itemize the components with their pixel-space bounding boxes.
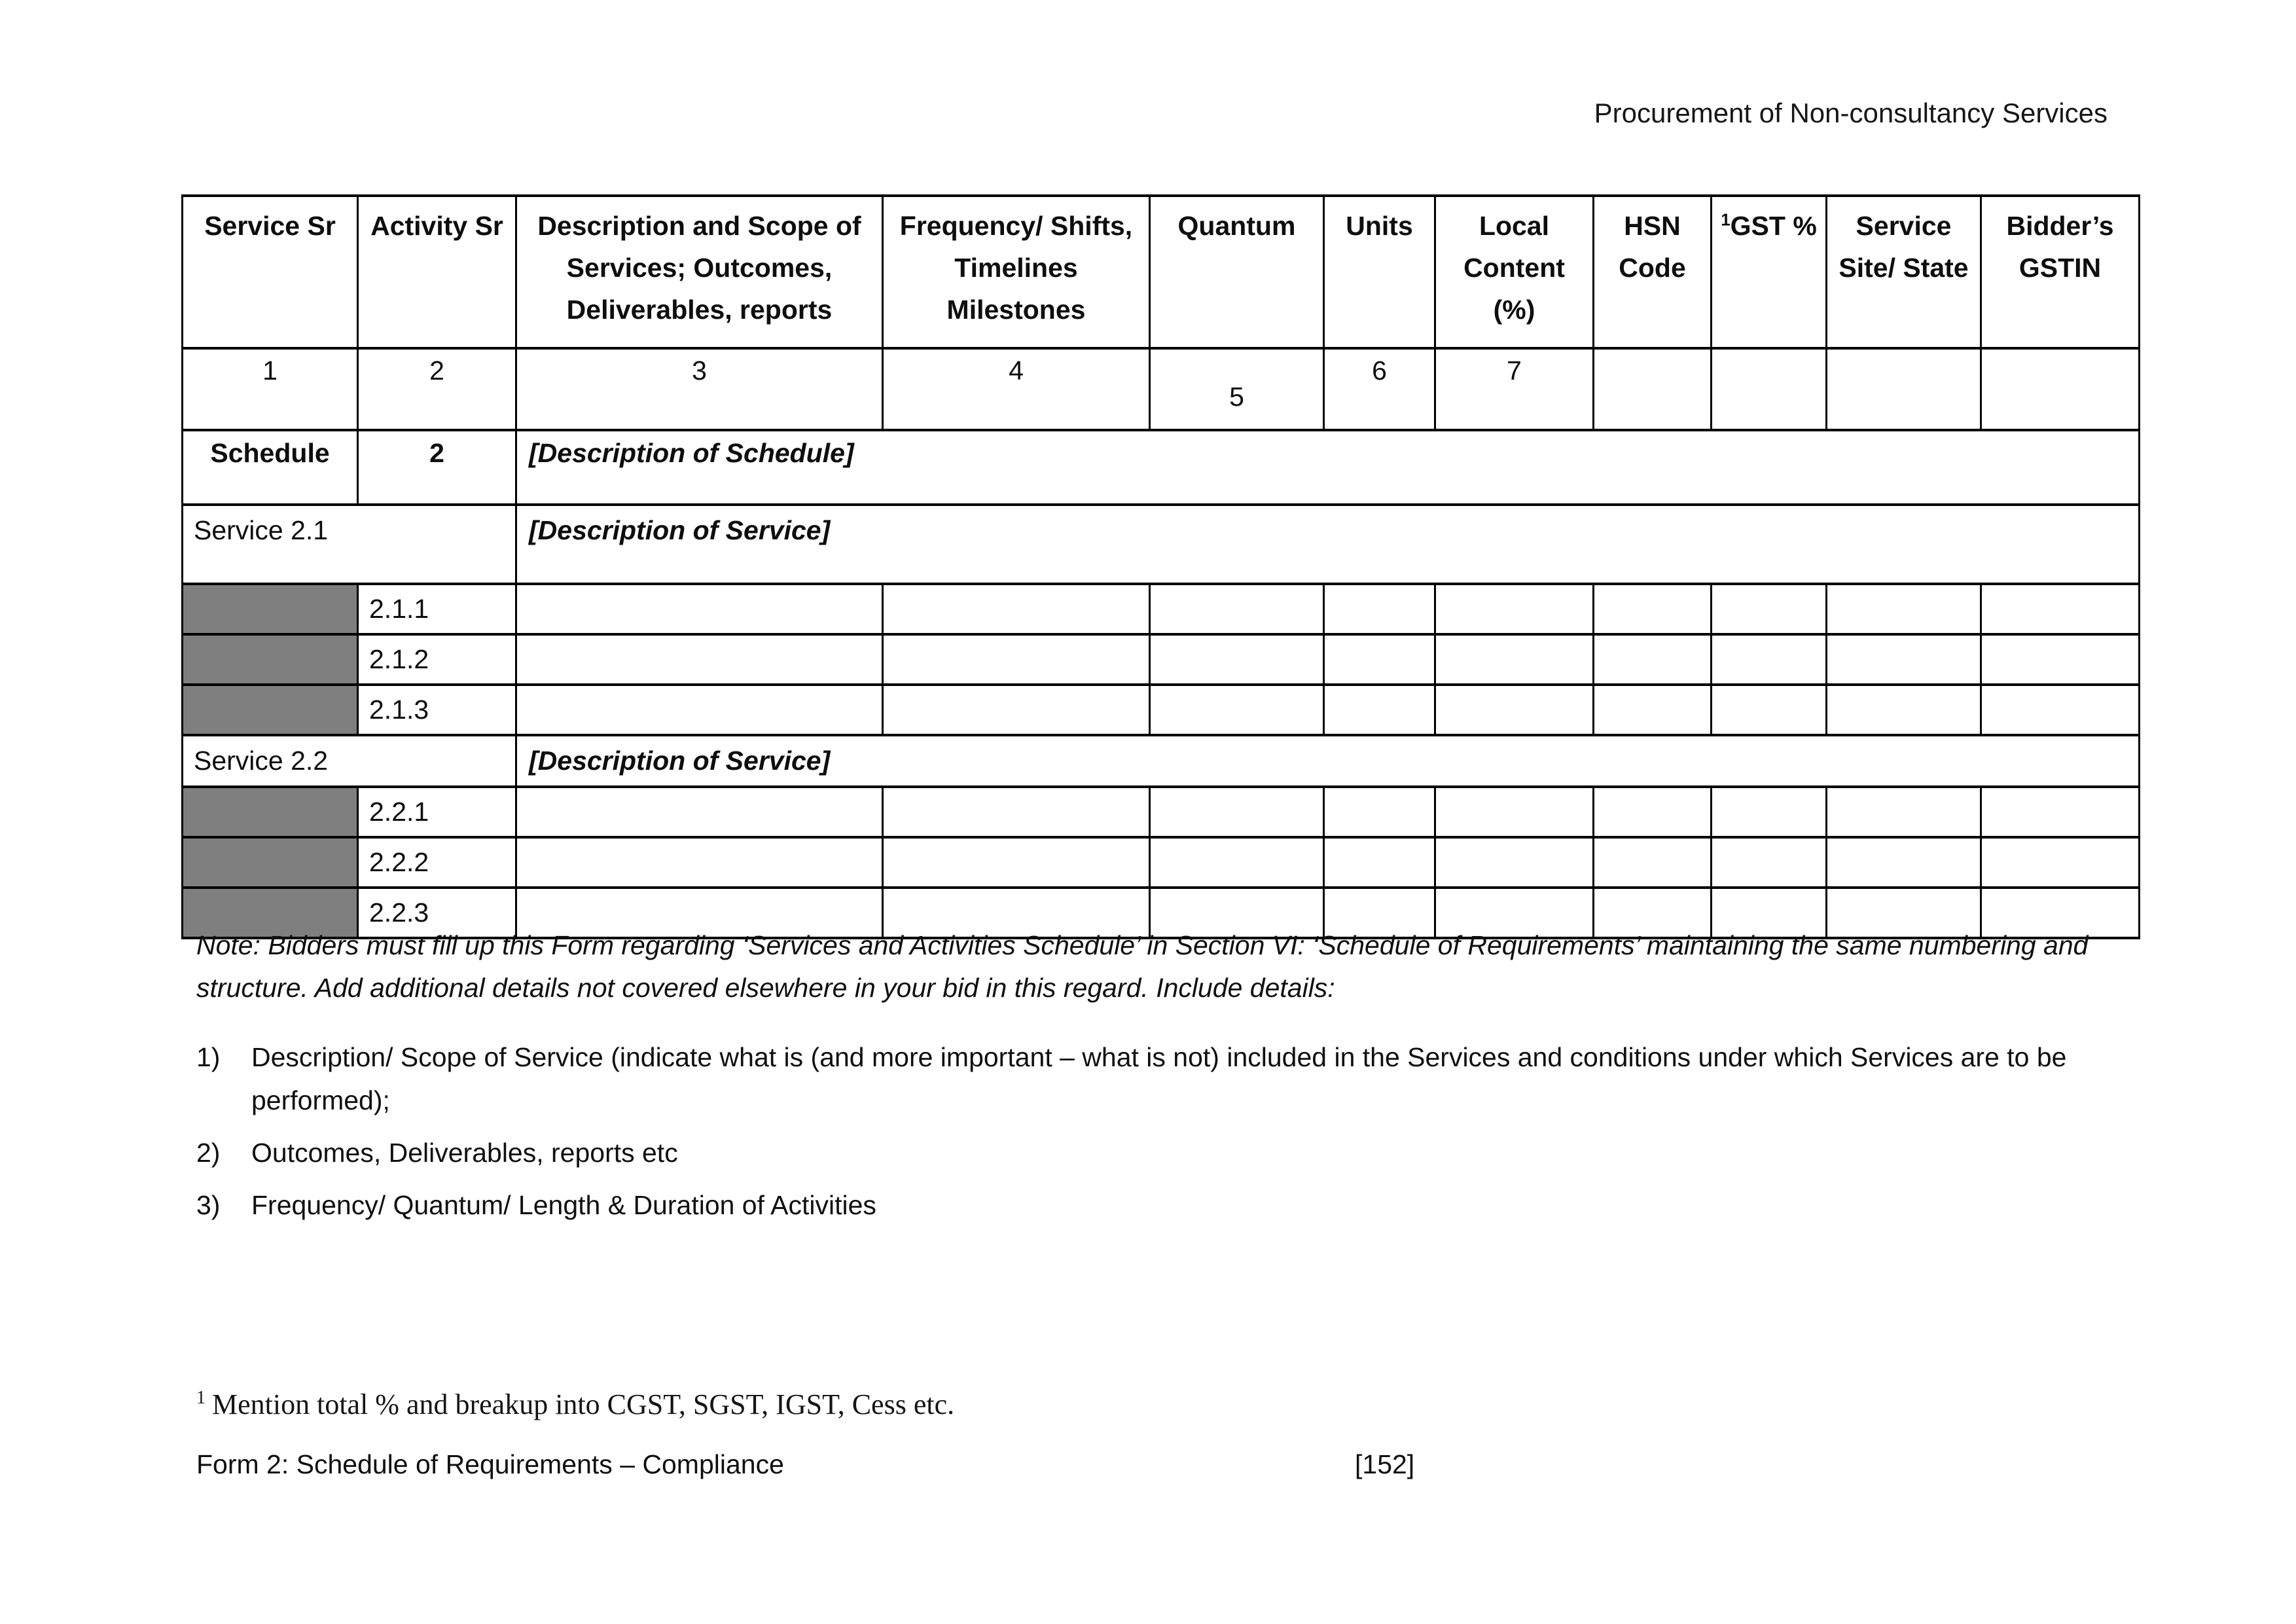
empty-cell xyxy=(516,584,883,634)
empty-cell xyxy=(1827,837,1981,888)
activity-number-cell: 2.1.2 xyxy=(358,634,516,685)
footer-form-title: Form 2: Schedule of Requirements – Compliance xyxy=(196,1449,784,1479)
shaded-cell xyxy=(183,634,358,685)
empty-cell xyxy=(1150,685,1324,735)
activity-row-2-2-2 xyxy=(183,837,2140,888)
gst-footnote xyxy=(196,1386,954,1423)
empty-cell xyxy=(1324,685,1435,735)
column-number-cell: 2 xyxy=(358,348,516,430)
list-item xyxy=(196,1183,2088,1227)
empty-cell xyxy=(1435,837,1594,888)
empty-cell xyxy=(1150,787,1324,837)
gst-footnote-marker: 1 xyxy=(1721,209,1731,230)
empty-cell xyxy=(1594,348,1712,430)
shaded-cell xyxy=(183,685,358,735)
empty-cell xyxy=(1435,685,1594,735)
empty-cell xyxy=(1150,837,1324,888)
empty-cell xyxy=(1594,837,1712,888)
empty-cell xyxy=(1981,634,2140,685)
col-header-units: Units xyxy=(1324,196,1435,348)
table-header-row xyxy=(183,196,2140,348)
empty-cell xyxy=(1594,787,1712,837)
gst-label: GST % xyxy=(1730,211,1817,241)
col-header-description: Description and Scope of Services; Outcomes, Deliverables, reports xyxy=(516,196,883,348)
list-item-number: 3) xyxy=(196,1190,221,1220)
activity-row-2-1-3 xyxy=(183,685,2140,735)
empty-cell xyxy=(1827,634,1981,685)
empty-cell xyxy=(1981,837,2140,888)
empty-cell xyxy=(1150,634,1324,685)
column-number-row xyxy=(183,348,2140,430)
list-item-number: 2) xyxy=(196,1138,221,1168)
schedule-row xyxy=(183,430,2140,505)
empty-cell xyxy=(516,837,883,888)
empty-cell xyxy=(1827,685,1981,735)
activity-number-cell: 2.2.2 xyxy=(358,837,516,888)
service-row-2-1 xyxy=(183,505,2140,584)
column-number-cell: 3 xyxy=(516,348,883,430)
activity-number-cell: 2.1.3 xyxy=(358,685,516,735)
footnote-text: Mention total % and breakup into CGST, SGST, IGST, Cess etc. xyxy=(212,1388,955,1420)
column-number-cell: 4 xyxy=(883,348,1150,430)
empty-cell xyxy=(1981,584,2140,634)
footnote-marker: 1 xyxy=(196,1388,206,1409)
empty-cell xyxy=(1594,685,1712,735)
col-header-gst xyxy=(1712,196,1827,348)
activity-row-2-1-2 xyxy=(183,634,2140,685)
activity-number-cell: 2.2.1 xyxy=(358,787,516,837)
empty-cell xyxy=(1324,837,1435,888)
column-number-cell: 7 xyxy=(1435,348,1594,430)
empty-cell xyxy=(883,837,1150,888)
empty-cell xyxy=(1594,634,1712,685)
col-header-activity-sr: Activity Sr xyxy=(358,196,516,348)
empty-cell xyxy=(1712,837,1827,888)
col-header-local-content: Local Content (%) xyxy=(1435,196,1594,348)
col-header-quantum: Quantum xyxy=(1150,196,1324,348)
empty-cell xyxy=(883,584,1150,634)
service-description-placeholder: [Description of Service] xyxy=(516,735,2140,787)
column-number-cell: 1 xyxy=(183,348,358,430)
empty-cell xyxy=(1981,348,2140,430)
col-header-hsn-code: HSN Code xyxy=(1594,196,1712,348)
page-header-title: Procurement of Non-consultancy Services xyxy=(1594,98,2108,128)
page-number: [152] xyxy=(1355,1449,1415,1479)
list-item xyxy=(196,1036,2088,1122)
list-item-text: Description/ Scope of Service (indicate what is (and more important – what is not) included in the Services and conditions under which Services are to be performed); xyxy=(251,1042,2067,1115)
page-footer xyxy=(196,1448,1767,1481)
empty-cell xyxy=(1827,348,1981,430)
bidder-note: Note: Bidders must fill up this Form regarding ‘Services and Activities Schedule’ in Section VI: ‘Schedule of Requirements’ maintaining the same numbering and structure. Add additional details not covered elsewhere in your bid in this regard. Include details: xyxy=(196,930,2089,1003)
empty-cell xyxy=(1435,634,1594,685)
service-label-cell: Service 2.2 xyxy=(183,735,516,787)
empty-cell xyxy=(1827,787,1981,837)
empty-cell xyxy=(1712,348,1827,430)
service-label-cell: Service 2.1 xyxy=(183,505,516,584)
empty-cell xyxy=(1712,787,1827,837)
col-header-frequency: Frequency/ Shifts, Timelines Milestones xyxy=(883,196,1150,348)
shaded-cell xyxy=(183,837,358,888)
empty-cell xyxy=(883,685,1150,735)
empty-cell xyxy=(1324,787,1435,837)
column-number-cell: 5 xyxy=(1150,348,1324,430)
details-list xyxy=(196,1036,2088,1236)
empty-cell xyxy=(516,685,883,735)
service-description-placeholder: [Description of Service] xyxy=(516,505,2140,584)
empty-cell xyxy=(1324,584,1435,634)
empty-cell xyxy=(516,634,883,685)
col-header-service-site: Service Site/ State xyxy=(1827,196,1981,348)
empty-cell xyxy=(1712,584,1827,634)
activity-row-2-2-1 xyxy=(183,787,2140,837)
schedule-number-cell: 2 xyxy=(358,430,516,505)
schedule-label-cell: Schedule xyxy=(183,430,358,505)
list-item xyxy=(196,1131,2088,1174)
empty-cell xyxy=(1324,634,1435,685)
empty-cell xyxy=(1712,634,1827,685)
list-item-text: Outcomes, Deliverables, reports etc xyxy=(251,1138,678,1168)
empty-cell xyxy=(1981,685,2140,735)
empty-cell xyxy=(1712,685,1827,735)
shaded-cell xyxy=(183,584,358,634)
empty-cell xyxy=(1827,584,1981,634)
activity-number-cell: 2.1.1 xyxy=(358,584,516,634)
empty-cell xyxy=(1594,584,1712,634)
service-row-2-2 xyxy=(183,735,2140,787)
empty-cell xyxy=(1435,584,1594,634)
col-header-bidders-gstin: Bidder’s GSTIN xyxy=(1981,196,2140,348)
requirements-table xyxy=(181,194,2140,939)
column-number-cell: 6 xyxy=(1324,348,1435,430)
empty-cell xyxy=(883,787,1150,837)
schedule-description-placeholder: [Description of Schedule] xyxy=(516,430,2140,505)
activity-row-2-1-1 xyxy=(183,584,2140,634)
empty-cell xyxy=(1435,787,1594,837)
empty-cell xyxy=(883,634,1150,685)
empty-cell xyxy=(1981,787,2140,837)
empty-cell xyxy=(516,787,883,837)
activity-number-cell: 2.2.3 xyxy=(358,888,516,938)
list-item-number: 1) xyxy=(196,1042,221,1072)
shaded-cell xyxy=(183,787,358,837)
col-header-service-sr: Service Sr xyxy=(183,196,358,348)
empty-cell xyxy=(1150,584,1324,634)
list-item-text: Frequency/ Quantum/ Length & Duration of Activities xyxy=(251,1190,876,1220)
